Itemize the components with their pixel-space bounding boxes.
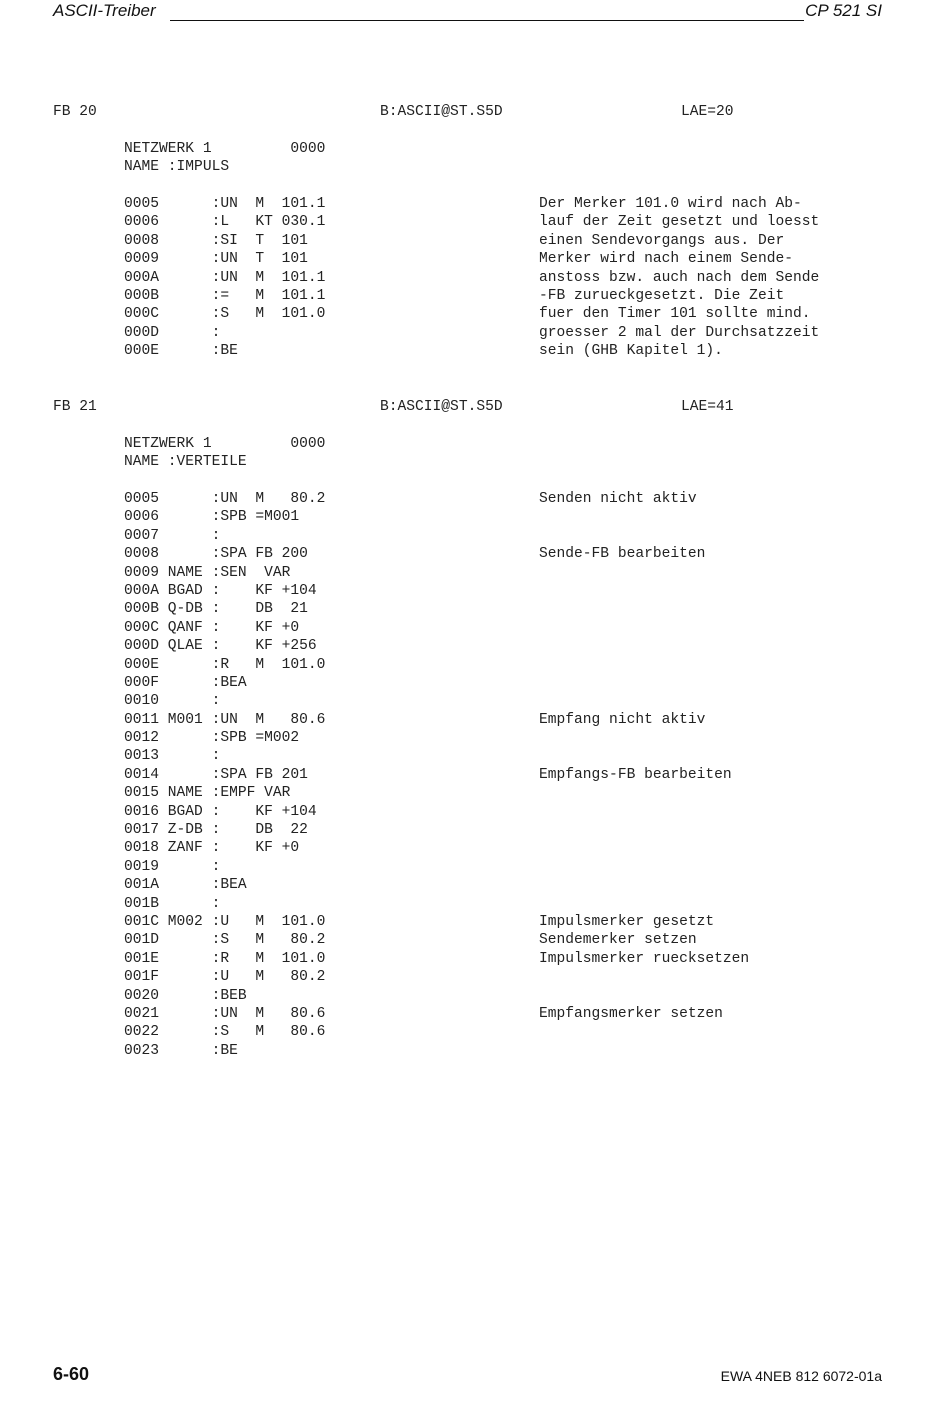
code-line: 001B : <box>124 895 221 912</box>
code-line: 0019 : <box>124 858 221 875</box>
code-line: 0013 : <box>124 748 221 765</box>
comment-line <box>539 637 749 655</box>
code-line: 001E :R M 101.0 <box>124 950 326 967</box>
code-line: 0022 :S M 80.6 <box>124 1024 326 1041</box>
code-line: 000D QLAE : KF +256 <box>124 638 317 655</box>
page-number: 6-60 <box>53 1364 90 1384</box>
block-lae-fb21: LAE=41 <box>681 399 734 415</box>
header-title-right: CP 521 SI <box>805 1 882 20</box>
code-line: 0018 ZANF : KF +0 <box>124 840 300 857</box>
network-name-fb21: NAME :VERTEILE <box>124 454 247 471</box>
code-line: 0016 BGAD : KF +104 <box>124 803 317 820</box>
code-listing-fb21 <box>124 490 325 1060</box>
code-line: 0005 :UN M 80.2 <box>124 491 326 507</box>
code-line: 0010 : <box>124 693 221 710</box>
comment-line: Impulsmerker gesetzt <box>539 913 715 930</box>
code-line: 0015 NAME :EMPF VAR <box>124 785 291 802</box>
code-line: 0017 Z-DB : DB 22 <box>124 822 308 839</box>
comment-line: einen Sendevorgangs aus. Der <box>539 232 785 249</box>
comment-line <box>539 895 749 913</box>
comment-line <box>539 564 749 582</box>
network-name-fb20: NAME :IMPULS <box>124 159 230 176</box>
block-id-fb20: FB 20 <box>53 104 97 120</box>
comment-line: Sende-FB bearbeiten <box>539 546 706 563</box>
code-line: 0012 :SPB =M002 <box>124 730 300 747</box>
code-line: 000C :S M 101.0 <box>124 306 326 323</box>
document-code: EWA 4NEB 812 6072-01a <box>720 1368 882 1384</box>
code-line: 000D : <box>124 324 221 341</box>
comment-line: groesser 2 mal der Durchsatzzeit <box>539 324 820 341</box>
header-rule <box>170 20 804 21</box>
code-line: 0023 :BE <box>124 1042 238 1059</box>
comment-line: Sendemerker setzen <box>539 932 697 949</box>
comment-line: Merker wird nach einem Sende- <box>539 251 793 268</box>
code-line: 0007 : <box>124 527 221 544</box>
code-line: 001D :S M 80.2 <box>124 932 326 949</box>
comment-line <box>539 968 749 986</box>
code-line: 0020 :BEB <box>124 987 247 1004</box>
comment-line: Senden nicht aktiv <box>539 491 697 507</box>
comment-line: anstoss bzw. auch nach dem Sende <box>539 269 820 286</box>
code-line: 000A :UN M 101.1 <box>124 269 326 286</box>
comment-line <box>539 987 749 1005</box>
block-file-fb21: B:ASCII@ST.S5D <box>380 399 503 415</box>
comment-line: fuer den Timer 101 sollte mind. <box>539 306 811 323</box>
comment-line <box>539 600 749 618</box>
comment-line <box>539 1042 749 1060</box>
code-line: 0008 :SPA FB 200 <box>124 546 308 563</box>
code-line: 000B := M 101.1 <box>124 287 326 304</box>
comment-line <box>539 527 749 545</box>
comment-line: Empfangs-FB bearbeiten <box>539 766 732 783</box>
comment-line <box>539 508 749 526</box>
comment-line <box>539 858 749 876</box>
comment-line <box>539 821 749 839</box>
comment-line: Empfang nicht aktiv <box>539 711 706 728</box>
header-title-left: ASCII-Treiber <box>53 1 156 20</box>
comment-line <box>539 803 749 821</box>
code-line: 000E :BE <box>124 343 238 360</box>
comment-listing-fb21 <box>539 490 749 1060</box>
code-line: 000C QANF : KF +0 <box>124 619 300 636</box>
comment-line <box>539 729 749 747</box>
comment-line <box>539 784 749 802</box>
code-line: 000F :BEA <box>124 674 247 691</box>
comment-line: lauf der Zeit gesetzt und loesst <box>539 214 820 231</box>
code-line: 000E :R M 101.0 <box>124 656 326 673</box>
block-id-fb21: FB 21 <box>53 399 97 415</box>
comment-line <box>539 656 749 674</box>
code-line: 0006 :L KT 030.1 <box>124 214 326 231</box>
comment-line <box>539 747 749 765</box>
block-file-fb20: B:ASCII@ST.S5D <box>380 104 503 120</box>
code-line: 0014 :SPA FB 201 <box>124 766 308 783</box>
comment-line: sein (GHB Kapitel 1). <box>539 343 723 360</box>
comment-line <box>539 582 749 600</box>
code-line: 0021 :UN M 80.6 <box>124 1005 326 1022</box>
code-line: 001A :BEA <box>124 877 247 894</box>
comment-line: Impulsmerker ruecksetzen <box>539 950 750 967</box>
netzwerk-heading-fb21: NETZWERK 1 0000 <box>124 436 326 452</box>
comment-line <box>539 692 749 710</box>
code-line: 0009 NAME :SEN VAR <box>124 564 291 581</box>
code-line: 001F :U M 80.2 <box>124 969 326 986</box>
code-line: 000A BGAD : KF +104 <box>124 582 317 599</box>
comment-line <box>539 674 749 692</box>
comment-line: Der Merker 101.0 wird nach Ab- <box>539 196 802 212</box>
comment-listing-fb20 <box>539 195 819 361</box>
netzwerk-heading-fb20: NETZWERK 1 0000 <box>124 141 326 157</box>
comment-line: -FB zurueckgesetzt. Die Zeit <box>539 287 785 304</box>
comment-line: Empfangsmerker setzen <box>539 1005 723 1022</box>
comment-line <box>539 619 749 637</box>
comment-line <box>539 839 749 857</box>
code-line: 001C M002 :U M 101.0 <box>124 913 326 930</box>
code-line: 0008 :SI T 101 <box>124 232 308 249</box>
comment-line <box>539 1023 749 1041</box>
code-line: 0011 M001 :UN M 80.6 <box>124 711 326 728</box>
code-line: 0005 :UN M 101.1 <box>124 196 326 212</box>
block-lae-fb20: LAE=20 <box>681 104 734 120</box>
code-listing-fb20 <box>124 195 325 361</box>
code-line: 0006 :SPB =M001 <box>124 509 300 526</box>
code-line: 0009 :UN T 101 <box>124 251 308 268</box>
code-line: 000B Q-DB : DB 21 <box>124 601 308 618</box>
comment-line <box>539 876 749 894</box>
